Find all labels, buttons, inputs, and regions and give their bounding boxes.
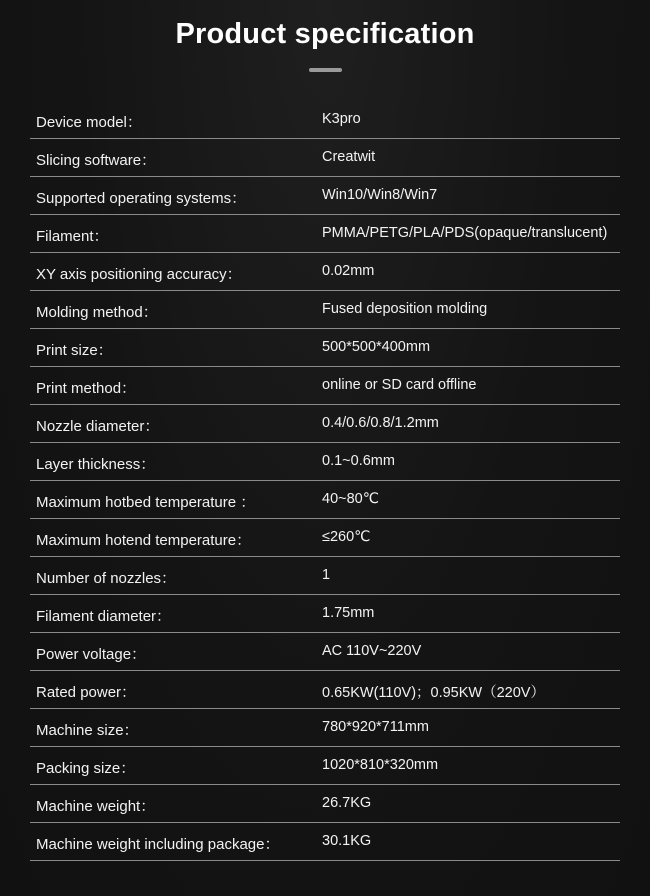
spec-label: XY axis positioning accuracy：	[36, 266, 242, 283]
spec-value: 1020*810*320mm	[322, 757, 439, 773]
spec-value: 40~80℃	[322, 491, 380, 507]
spec-row-xy-accuracy	[30, 254, 620, 291]
spec-value: 0.1~0.6mm	[322, 453, 395, 469]
spec-row-print-size	[30, 330, 620, 367]
spec-row-filament	[30, 216, 620, 253]
spec-label: Maximum hotend temperature：	[36, 532, 252, 549]
spec-value: online or SD card offline	[322, 377, 477, 393]
spec-label: Filament diameter：	[36, 608, 172, 625]
spec-row-power-voltage	[30, 634, 620, 671]
spec-value: 30.1KG	[322, 833, 372, 849]
spec-value: 780*920*711mm	[322, 719, 429, 735]
spec-value: AC 110V~220V	[322, 643, 422, 659]
spec-row-print-method	[30, 368, 620, 405]
spec-value: 500*500*400mm	[322, 339, 431, 355]
spec-row-filament-diameter	[30, 596, 620, 633]
spec-row-slicing-software	[30, 140, 620, 177]
spec-row-hotend-temp	[30, 520, 620, 557]
spec-value: 26.7KG	[322, 795, 372, 811]
spec-value: ≤260℃	[322, 529, 371, 545]
spec-value: PMMA/PETG/PLA/PDS(opaque/translucent)	[322, 225, 608, 241]
spec-row-package-weight	[30, 824, 620, 861]
spec-label: Print size：	[36, 342, 113, 359]
spec-value: Win10/Win8/Win7	[322, 187, 438, 203]
spec-row-nozzle-count	[30, 558, 620, 595]
spec-row-packing-size	[30, 748, 620, 785]
spec-value: Fused deposition molding	[322, 301, 488, 317]
spec-label: Filament：	[36, 228, 109, 245]
spec-label: Layer thickness：	[36, 456, 156, 473]
spec-value: Creatwit	[322, 149, 376, 165]
spec-value: 1.75mm	[322, 605, 375, 621]
spec-table	[30, 102, 620, 862]
spec-label: Machine size：	[36, 722, 139, 739]
page-title: Product specification	[175, 18, 475, 50]
spec-label: Rated power：	[36, 684, 137, 701]
spec-value: 0.65KW(110V)；0.95KW（220V）	[322, 685, 545, 701]
spec-value: 0.02mm	[322, 263, 375, 279]
spec-row-layer-thickness	[30, 444, 620, 481]
spec-label: Device model：	[36, 114, 142, 131]
spec-label: Maximum hotbed temperature ：	[36, 494, 256, 511]
spec-value: K3pro	[322, 111, 361, 127]
spec-row-device-model	[30, 102, 620, 139]
spec-label: Packing size：	[36, 760, 136, 777]
spec-label: Print method：	[36, 380, 137, 397]
title-underline	[309, 68, 342, 72]
spec-row-supported-os	[30, 178, 620, 215]
spec-label: Power voltage：	[36, 646, 147, 663]
spec-label: Machine weight：	[36, 798, 156, 815]
spec-label: Machine weight including package：	[36, 836, 280, 853]
spec-label: Number of nozzles：	[36, 570, 177, 587]
spec-value: 0.4/0.6/0.8/1.2mm	[322, 415, 439, 431]
spec-label: Nozzle diameter：	[36, 418, 160, 435]
spec-label: Supported operating systems：	[36, 190, 247, 207]
spec-row-nozzle-diameter	[30, 406, 620, 443]
spec-label: Slicing software：	[36, 152, 157, 169]
spec-label: Molding method：	[36, 304, 158, 321]
spec-row-machine-weight	[30, 786, 620, 823]
spec-row-molding-method	[30, 292, 620, 329]
spec-row-machine-size	[30, 710, 620, 747]
spec-row-rated-power	[30, 672, 620, 709]
spec-row-hotbed-temp	[30, 482, 620, 519]
spec-value: 1	[322, 567, 331, 583]
